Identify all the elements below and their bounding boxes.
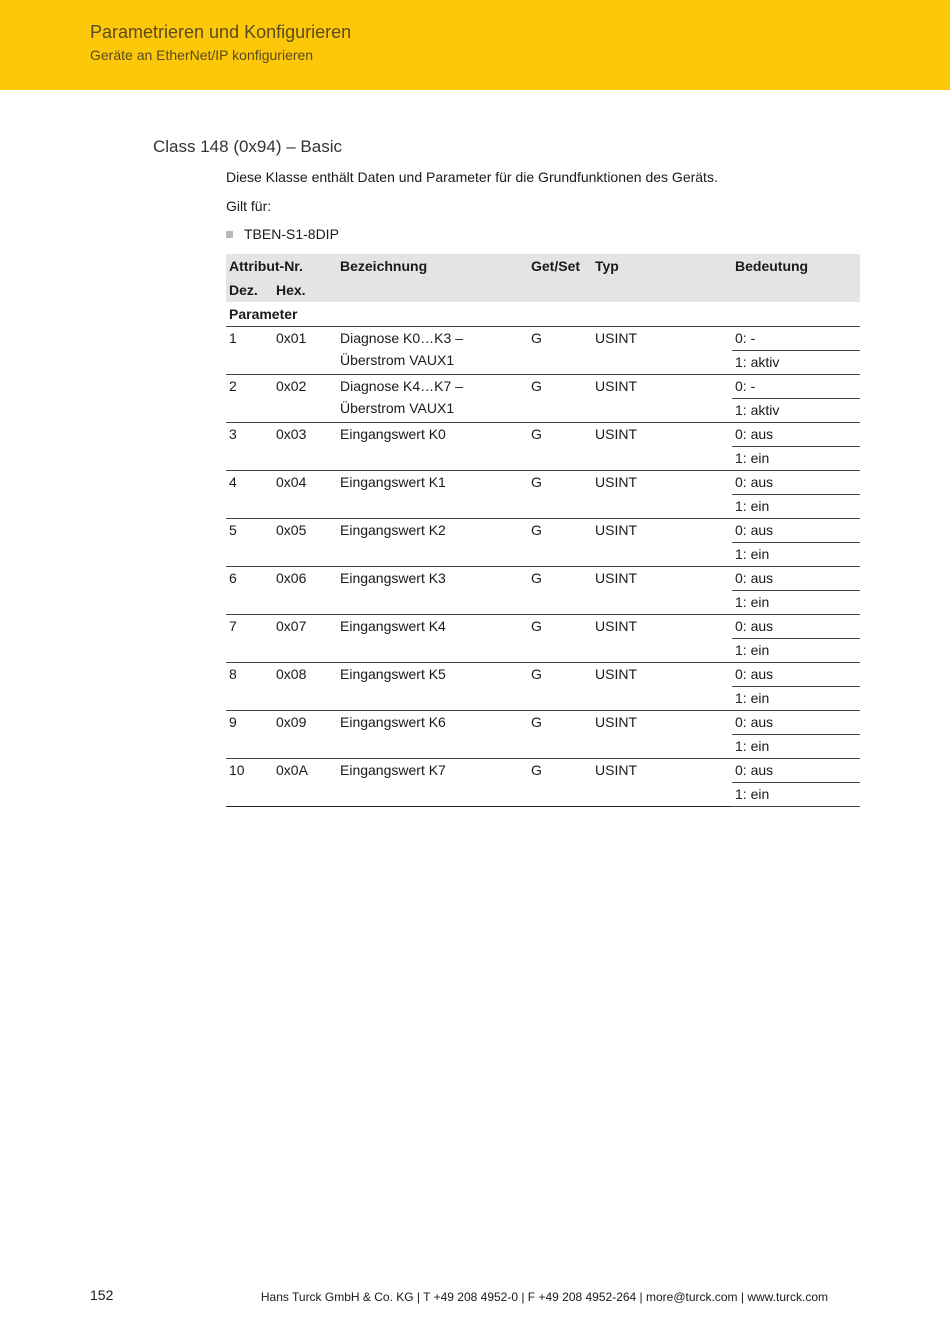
cell-typ: USINT [592, 519, 732, 567]
header-dez: Dez. [226, 278, 273, 302]
cell-name: Diagnose K0…K3 – Überstrom VAUX1 [337, 327, 528, 375]
cell-name: Eingangswert K3 [337, 567, 528, 615]
header-meaning: Bedeutung [732, 254, 860, 278]
header-name: Bezeichnung [337, 254, 528, 278]
cell-getset: G [528, 423, 592, 471]
cell-getset: G [528, 759, 592, 807]
cell-hex: 0x03 [273, 423, 337, 471]
cell-meaning-1: 1: ein [732, 591, 860, 615]
cell-getset: G [528, 663, 592, 711]
cell-typ: USINT [592, 375, 732, 423]
cell-dez: 10 [226, 759, 273, 807]
cell-getset: G [528, 711, 592, 759]
cell-name: Eingangswert K0 [337, 423, 528, 471]
header-subtitle: Geräte an EtherNet/IP konfigurieren [90, 47, 314, 63]
header-attr: Attribut-Nr. [226, 254, 337, 278]
applies-list-item [226, 226, 339, 242]
cell-meaning-1: 1: ein [732, 687, 860, 711]
cell-getset: G [528, 615, 592, 663]
table-row [226, 327, 860, 351]
applies-label: Gilt für: [226, 198, 272, 214]
cell-meaning-1: 1: ein [732, 447, 860, 471]
table-header-row [226, 254, 860, 278]
cell-meaning-0: 0: aus [732, 759, 860, 783]
section-title: Class 148 (0x94) – Basic [153, 137, 342, 156]
cell-dez: 4 [226, 471, 273, 519]
group-row [226, 302, 860, 327]
parameter-table [226, 254, 860, 807]
cell-name: Eingangswert K4 [337, 615, 528, 663]
cell-hex: 0x06 [273, 567, 337, 615]
page-number: 152 [90, 1287, 114, 1303]
table-row [226, 759, 860, 783]
cell-typ: USINT [592, 759, 732, 807]
page-header [0, 0, 950, 90]
bullet-square-icon [226, 231, 233, 238]
cell-typ: USINT [592, 471, 732, 519]
cell-name: Eingangswert K7 [337, 759, 528, 807]
cell-name: Diagnose K4…K7 – Überstrom VAUX1 [337, 375, 528, 423]
footer-contact: Hans Turck GmbH & Co. KG | T +49 208 4952-0 | F +49 208 4952-264 | more@turck.com | www.turck.com [260, 1290, 828, 1304]
table-row [226, 471, 860, 495]
cell-typ: USINT [592, 327, 732, 375]
cell-meaning-1: 1: ein [732, 735, 860, 759]
cell-hex: 0x0A [273, 759, 337, 807]
cell-meaning-1: 1: ein [732, 543, 860, 567]
cell-dez: 7 [226, 615, 273, 663]
cell-hex: 0x08 [273, 663, 337, 711]
cell-name: Eingangswert K1 [337, 471, 528, 519]
cell-dez: 5 [226, 519, 273, 567]
header-hex: Hex. [273, 278, 337, 302]
cell-meaning-0: 0: - [732, 327, 860, 351]
cell-typ: USINT [592, 711, 732, 759]
cell-getset: G [528, 327, 592, 375]
cell-typ: USINT [592, 423, 732, 471]
cell-meaning-1: 1: ein [732, 495, 860, 519]
cell-meaning-0: 0: aus [732, 615, 860, 639]
cell-name: Eingangswert K6 [337, 711, 528, 759]
cell-hex: 0x01 [273, 327, 337, 375]
cell-typ: USINT [592, 663, 732, 711]
cell-name: Eingangswert K5 [337, 663, 528, 711]
group-label: Parameter [226, 302, 860, 327]
header-title: Parametrieren und Konfigurieren [90, 22, 352, 42]
cell-meaning-1: 1: aktiv [732, 351, 860, 375]
table-row [226, 663, 860, 687]
table-row [226, 519, 860, 543]
cell-meaning-1: 1: ein [732, 639, 860, 663]
cell-dez: 1 [226, 327, 273, 375]
cell-getset: G [528, 519, 592, 567]
intro-text: Diese Klasse enthält Daten und Parameter für die Grundfunktionen des Geräts. [226, 169, 718, 185]
cell-meaning-0: 0: aus [732, 663, 860, 687]
cell-getset: G [528, 567, 592, 615]
cell-hex: 0x04 [273, 471, 337, 519]
cell-meaning-1: 1: aktiv [732, 399, 860, 423]
table-row [226, 711, 860, 735]
table-row [226, 567, 860, 591]
header-typ: Typ [592, 254, 732, 278]
table-subheader-row [226, 278, 860, 302]
table-row [226, 615, 860, 639]
cell-hex: 0x05 [273, 519, 337, 567]
cell-meaning-0: 0: aus [732, 519, 860, 543]
header-getset: Get/Set [528, 254, 592, 278]
cell-meaning-0: 0: - [732, 375, 860, 399]
cell-typ: USINT [592, 615, 732, 663]
cell-hex: 0x02 [273, 375, 337, 423]
cell-meaning-0: 0: aus [732, 711, 860, 735]
cell-name: Eingangswert K2 [337, 519, 528, 567]
table-row [226, 375, 860, 399]
cell-hex: 0x07 [273, 615, 337, 663]
applies-item-label: TBEN-S1-8DIP [244, 226, 339, 242]
cell-meaning-0: 0: aus [732, 423, 860, 447]
cell-dez: 2 [226, 375, 273, 423]
cell-dez: 9 [226, 711, 273, 759]
cell-meaning-0: 0: aus [732, 471, 860, 495]
cell-typ: USINT [592, 567, 732, 615]
cell-dez: 3 [226, 423, 273, 471]
cell-getset: G [528, 471, 592, 519]
cell-dez: 6 [226, 567, 273, 615]
cell-hex: 0x09 [273, 711, 337, 759]
cell-meaning-0: 0: aus [732, 567, 860, 591]
cell-meaning-1: 1: ein [732, 783, 860, 807]
cell-getset: G [528, 375, 592, 423]
cell-dez: 8 [226, 663, 273, 711]
table-row [226, 423, 860, 447]
